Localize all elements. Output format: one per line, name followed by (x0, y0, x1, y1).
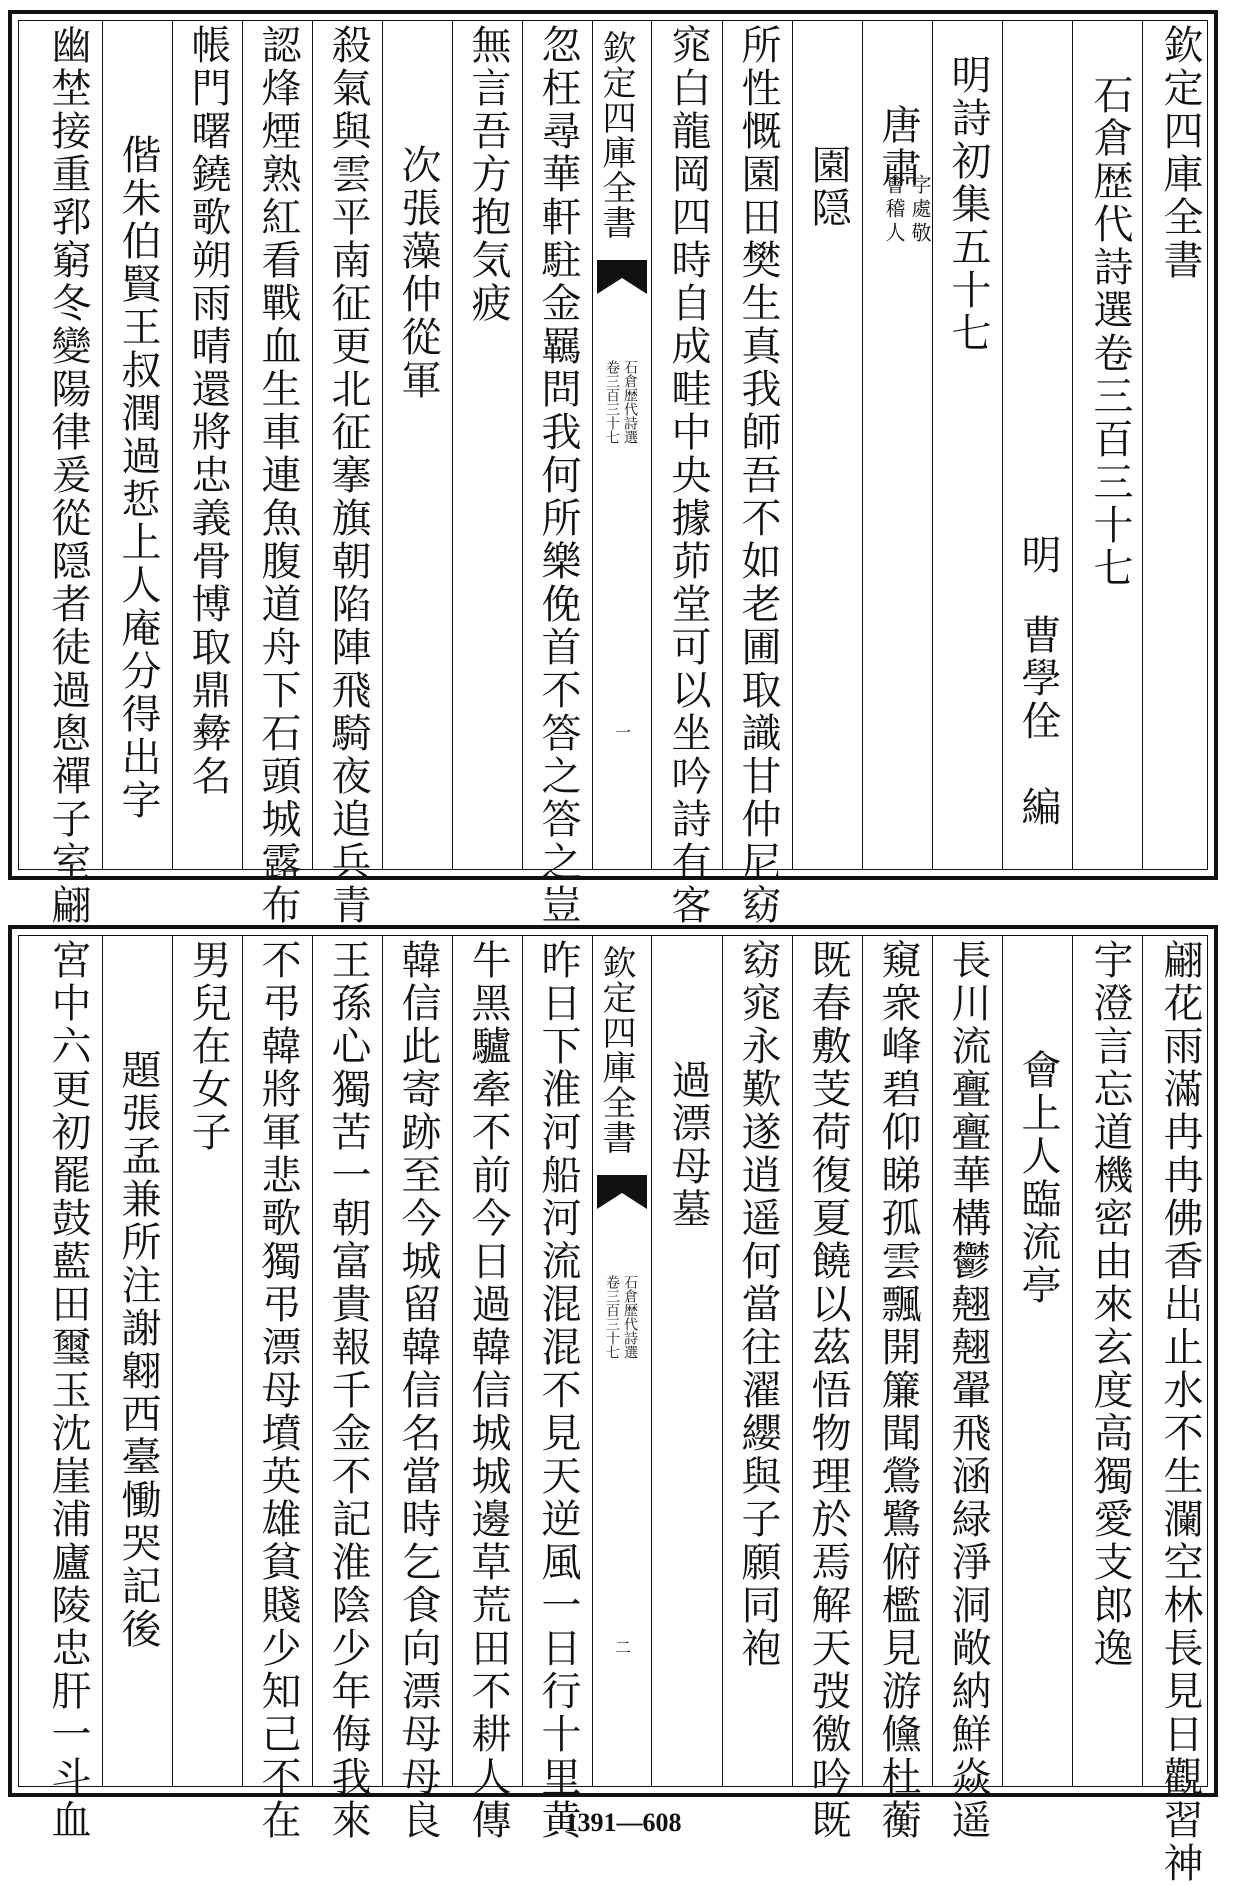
column-rule (722, 20, 723, 870)
column-rule (1072, 20, 1073, 870)
poem-line: 既春敷芰荷復夏饒以茲悟物理於焉解天弢徼吟既 (805, 939, 851, 1842)
column-rule (452, 935, 453, 1787)
column-rule (1002, 20, 1003, 870)
poem-title: 次張藻仲從軍 (395, 144, 441, 402)
column-rule (932, 20, 933, 870)
poem-title: 偕朱伯賢王叔潤過悊上人庵分得出字 (115, 134, 161, 822)
column-rule (312, 20, 313, 870)
column-rule (932, 935, 933, 1787)
poem-line: 宮中六更初罷鼓藍田璽玉沈崖浦廬陵忠肝一斗血 (45, 939, 91, 1842)
column-rule (1072, 935, 1073, 1787)
poem-line: 無言吾方抱気疲 (465, 24, 511, 325)
fold-strip (592, 935, 652, 1787)
column-rule (862, 20, 863, 870)
column-rule (1142, 20, 1143, 870)
column-rule (1002, 935, 1003, 1787)
volume-title: 石倉歴代詩選卷三百三十七 (1087, 74, 1133, 590)
poem-line: 牛黑驢牽不前今日過韓信城城邊草荒田不耕人傳 (465, 939, 511, 1842)
column-rule (522, 20, 523, 870)
poem-line: 殺氣與雲平南征更北征搴旗朝陷陣飛騎夜追兵青 (325, 24, 371, 927)
poem-line: 所性慨園田樊生真我師吾不如老圃取識甘仲尼窈 (735, 24, 781, 927)
strip-page-number: 二 (615, 1638, 632, 1657)
poet-name: 唐肅 (875, 104, 921, 190)
fishtail-mark-icon (597, 260, 647, 294)
column-rule (452, 20, 453, 870)
poem-line: 宇澄言忘道機密由來玄度高獨愛支郎逸 (1087, 939, 1133, 1670)
poem-line: 昨日下淮河船河流混混不見天逆風一日行十里黄 (535, 939, 581, 1842)
poem-line: 王孫心獨苦一朝富貴報千金不記淮陰少年侮我來 (325, 939, 371, 1842)
column-rule (722, 935, 723, 1787)
column-rule (172, 20, 173, 870)
fold-strip (592, 20, 652, 870)
strip-subtitle: 石倉歴代詩選 (622, 360, 638, 444)
poem-line: 窈窕永歎遂逍遥何當往濯纓與子願同袍 (735, 939, 781, 1670)
top-page (8, 10, 1218, 927)
poem-title: 題張孟兼所注謝翺西臺慟哭記後 (115, 1049, 161, 1651)
poem-line: 窺衆峰碧仰睇孤雲飄開簾聞鶯鷺俯檻見游儵杜蘅 (875, 939, 921, 1842)
column-rule (862, 935, 863, 1787)
page-footer-number: 1391—608 (564, 1808, 682, 1837)
column-rule (102, 935, 103, 1787)
poet-note: 字處敬 (908, 174, 932, 246)
section-title: 明詩初集五十七 (945, 54, 991, 355)
poem-title: 園隠 (805, 144, 851, 230)
column-rule (242, 20, 243, 870)
poet-note: 會稽人 (882, 174, 906, 246)
poem-line: 認烽煙熟紅看戰血生車連魚腹道舟下石頭城露布 (255, 24, 301, 927)
column-rule (312, 935, 313, 1787)
strip-title: 欽定四庫全書 (596, 30, 636, 240)
poem-line: 帳門曙鐃歌朔雨晴還將忠義骨博取鼎彜名 (185, 24, 231, 798)
strip-page-number: 一 (615, 723, 632, 742)
poem-line: 窕白龍岡四時自成畦中央據茆堂可以坐吟詩有客 (665, 24, 711, 927)
poem-line: 長川流亹亹華構鬱翹翹翬飛涵緑淨洞敞納鮮焱遥 (945, 939, 991, 1842)
poem-line: 不弔韓將軍悲歌獨弔漂母墳英雄貧賤少知己不在 (255, 939, 301, 1842)
column-rule (242, 935, 243, 1787)
fishtail-mark-icon (597, 1175, 647, 1209)
compiler: 曹學佺 編 (1015, 614, 1061, 829)
column-rule (382, 20, 383, 870)
column-rule (522, 935, 523, 1787)
poem-title: 會上人臨流亭 (1015, 1049, 1061, 1307)
poem-title: 過漂母墓 (665, 1059, 711, 1231)
strip-volume: 卷三百三十七 (604, 1275, 620, 1359)
poem-line: 忽枉尋華軒駐金羈問我何所樂俛首不答之答之豈 (535, 24, 581, 927)
poem-line: 幽埜接重郛窮冬變陽律爰從隠者徒過悤禪子室翩 (45, 24, 91, 927)
poem-line: 翩花雨滿冉冉佛香出止水不生瀾空林長見日觀習神 (1157, 939, 1203, 1885)
strip-volume: 卷三百三十七 (604, 360, 620, 444)
library-header: 欽定四庫全書 (1157, 24, 1203, 282)
column-rule (382, 935, 383, 1787)
column-rule (792, 935, 793, 1787)
column-rule (792, 20, 793, 870)
strip-title: 欽定四庫全書 (596, 945, 636, 1155)
poem-line: 男兒在女子 (185, 939, 231, 1154)
strip-subtitle: 石倉歴代詩選 (622, 1275, 638, 1359)
column-rule (1142, 935, 1143, 1787)
poem-line: 韓信此寄跡至今城留韓信名當時乞食向漂母母良 (395, 939, 441, 1842)
column-rule (172, 935, 173, 1787)
dynasty: 明 (1015, 534, 1061, 577)
column-rule (102, 20, 103, 870)
